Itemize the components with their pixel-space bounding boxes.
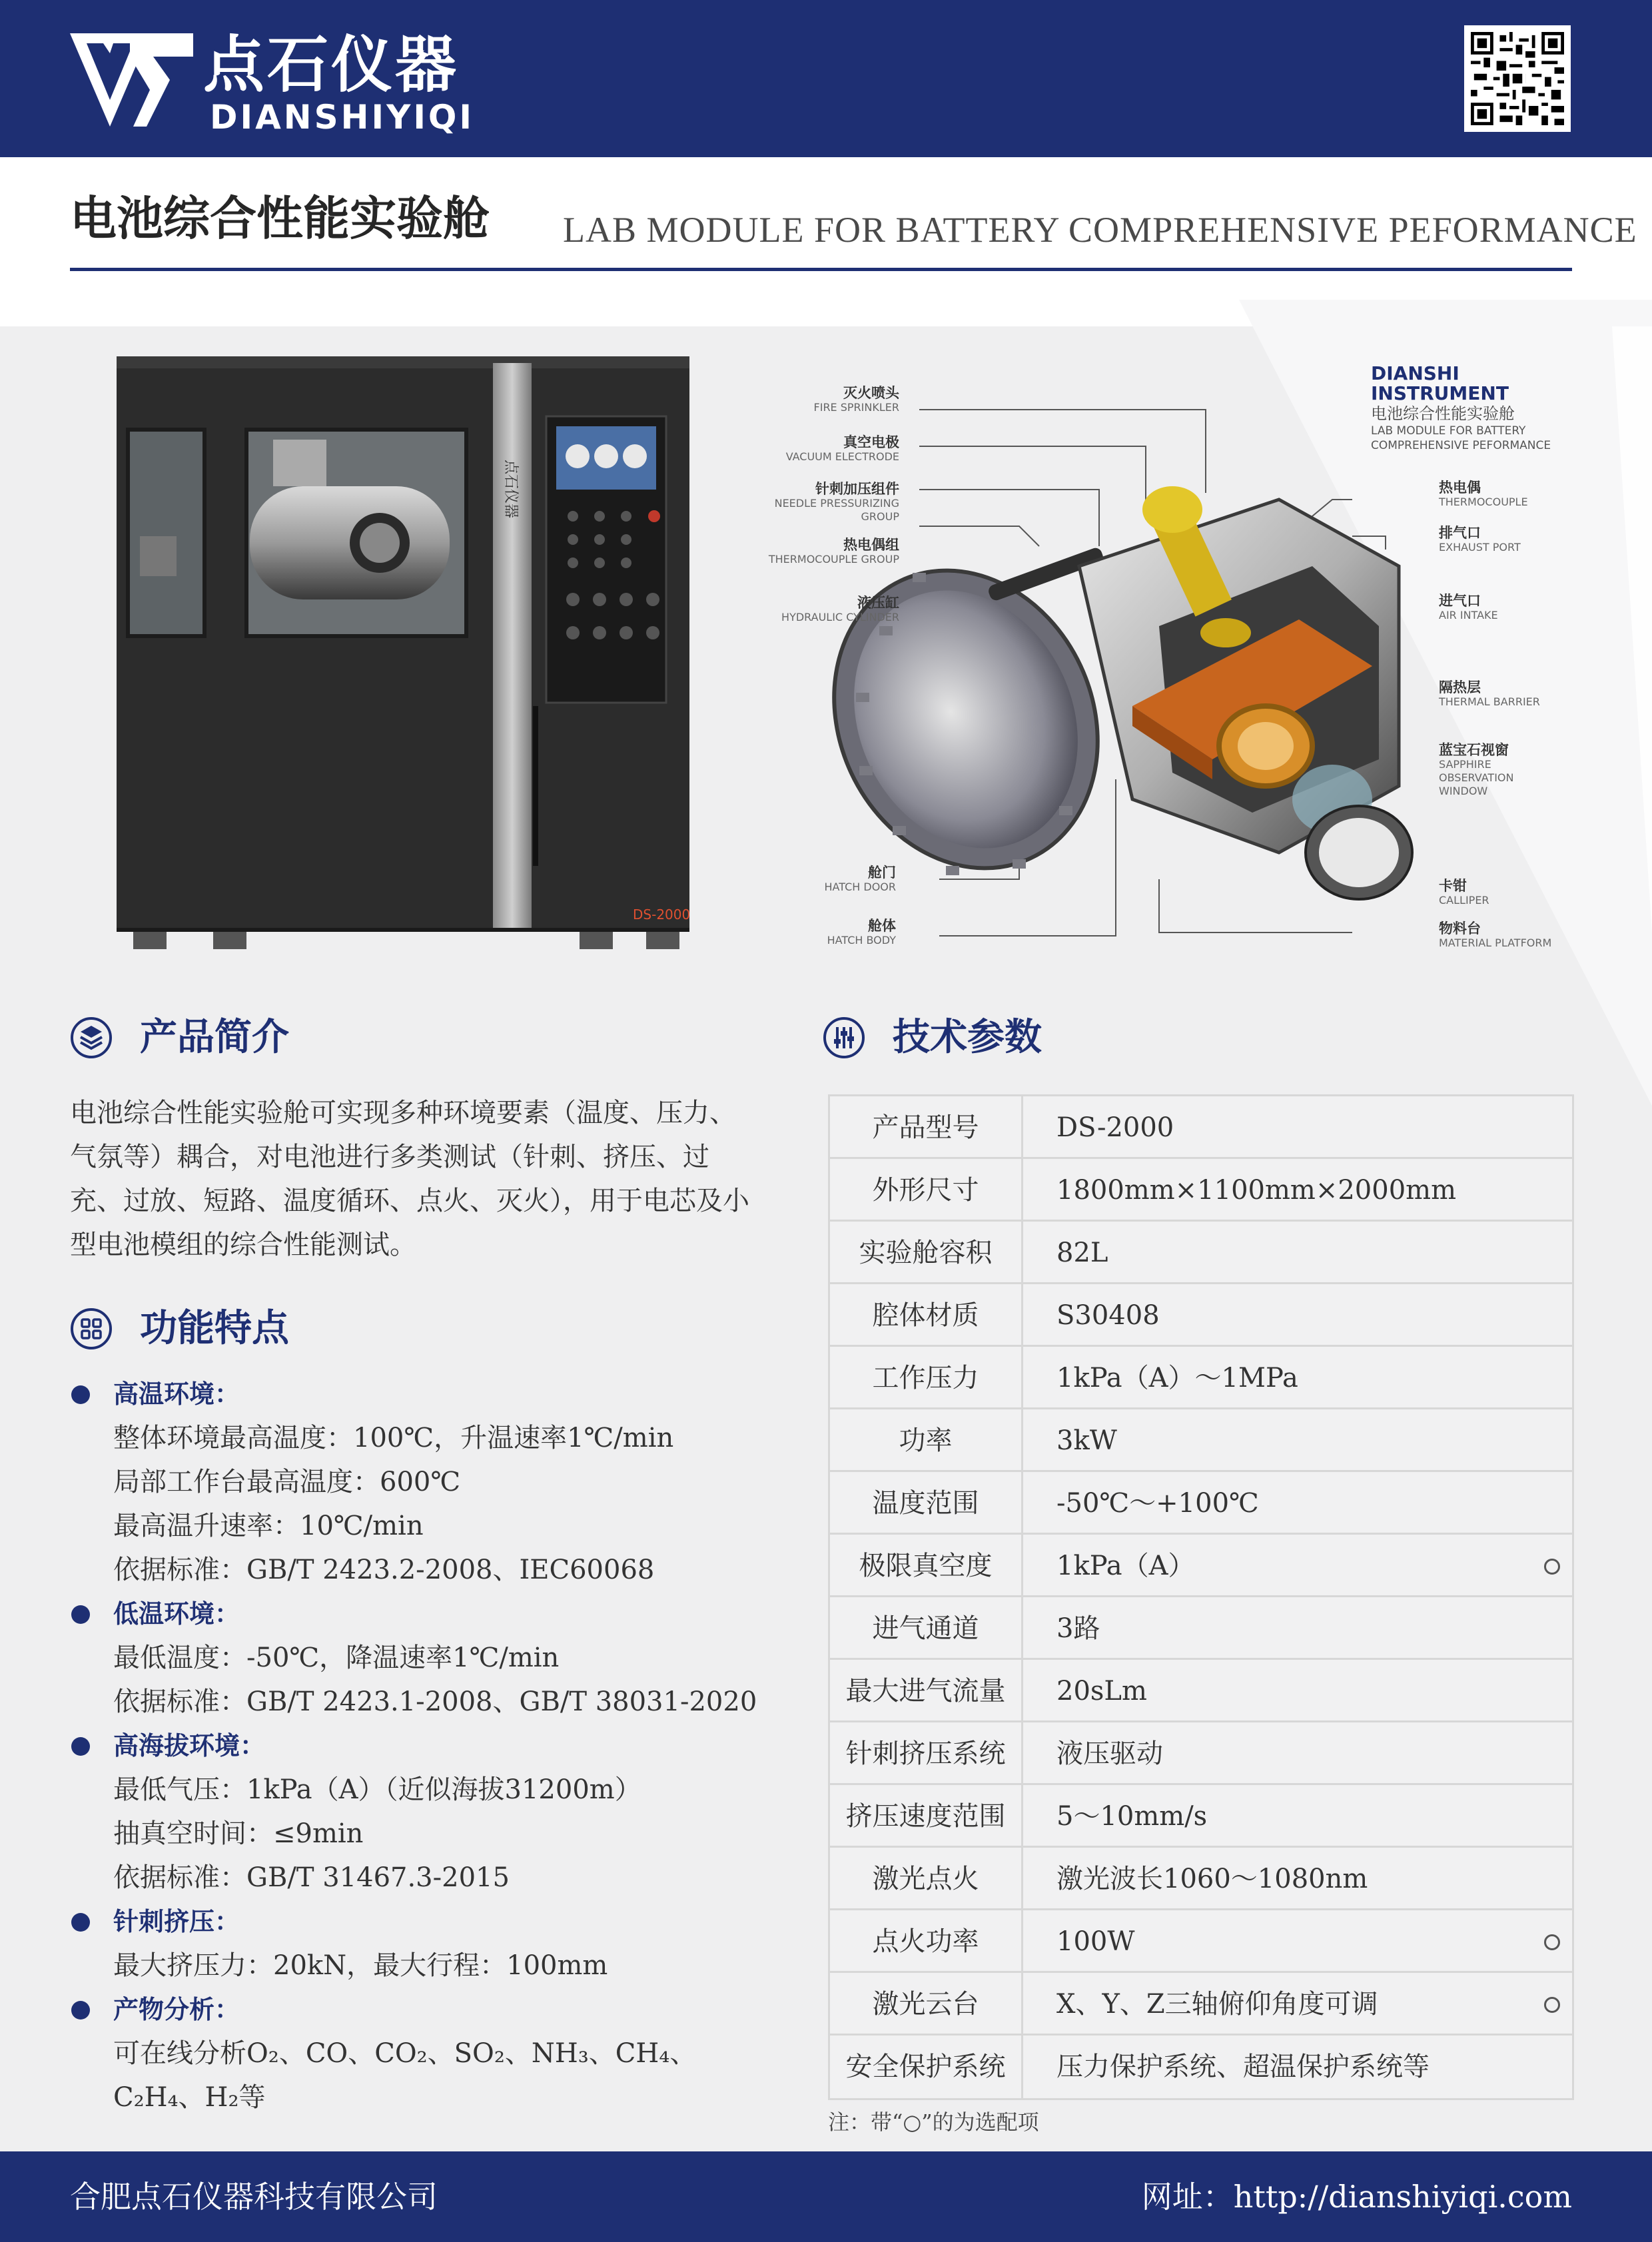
spec-key: 挤压速度范围 bbox=[830, 1785, 1023, 1846]
optional-circle-icon bbox=[1544, 1559, 1560, 1575]
spec-key: 针刺挤压系统 bbox=[830, 1722, 1023, 1783]
callout-thermocouple: 热电偶 THERMOCOUPLE bbox=[1439, 480, 1528, 508]
feature-high-temp bbox=[70, 1372, 816, 1592]
spec-row bbox=[830, 1284, 1572, 1347]
spec-value bbox=[1023, 1660, 1572, 1720]
spec-value-text: DS-2000 bbox=[1056, 1112, 1174, 1143]
spec-value-text: 液压驱动 bbox=[1056, 1738, 1163, 1769]
feature-low-temp bbox=[70, 1592, 816, 1724]
footer-web-label: 网址： bbox=[1141, 2179, 1234, 2215]
spec-row bbox=[830, 1910, 1572, 1973]
spec-key: 腔体材质 bbox=[830, 1284, 1023, 1345]
footer-company: 合肥点石仪器科技有限公司 bbox=[70, 2179, 438, 2215]
spec-value-text: -50℃～+100℃ bbox=[1056, 1488, 1259, 1519]
feature-line: C₂H₄、H₂等 bbox=[113, 2082, 266, 2113]
spec-value bbox=[1023, 1848, 1572, 1908]
spec-key: 激光点火 bbox=[830, 1848, 1023, 1908]
spec-value-text: 5～10mm/s bbox=[1056, 1801, 1208, 1832]
footer-web-url[interactable]: http://dianshiyiqi.com bbox=[1233, 2179, 1572, 2215]
spec-value bbox=[1023, 1284, 1572, 1345]
spec-row bbox=[830, 1472, 1572, 1535]
panel-brand-label: 点石仪器 bbox=[502, 460, 519, 519]
spec-value bbox=[1023, 1159, 1572, 1220]
feature-line: 最高温升速率：10℃/min bbox=[113, 1511, 424, 1541]
feature-line: 依据标准：GB/T 2423.2-2008、IEC60068 bbox=[113, 1555, 655, 1585]
spec-row bbox=[830, 1222, 1572, 1284]
spec-key: 点火功率 bbox=[830, 1910, 1023, 1971]
spec-note: 注：带“○”的为选配项 bbox=[828, 2109, 1039, 2135]
model-tag: DS-2000 bbox=[633, 907, 691, 923]
feature-line: 最低温度：-50℃，降温速率1℃/min bbox=[113, 1643, 560, 1673]
feature-line: 依据标准：GB/T 2423.1-2008、GB/T 38031-2020 bbox=[113, 1686, 757, 1717]
callout-fire-sprinkler: 灭火喷头 FIRE SPRINKLER bbox=[813, 385, 899, 414]
diagram-brand-en-2: INSTRUMENT bbox=[1371, 382, 1509, 404]
spec-row bbox=[830, 2036, 1572, 2098]
feature-line: 局部工作台最高温度：600℃ bbox=[113, 1467, 461, 1497]
feature-line: 最大挤压力：20kN，最大行程：100mm bbox=[113, 1950, 608, 1981]
spec-value bbox=[1023, 1973, 1572, 2034]
spec-key: 进气通道 bbox=[830, 1597, 1023, 1658]
brand-name-cn: 点石仪器 bbox=[203, 29, 460, 101]
section-features-heading bbox=[70, 1302, 470, 1355]
spec-row bbox=[830, 1409, 1572, 1472]
callout-hydraulic-cylinder: 液压缸 HYDRAULIC CYLINDER bbox=[781, 595, 899, 623]
callout-hatch-door: 舱门 HATCH DOOR bbox=[824, 865, 896, 893]
spec-row bbox=[830, 1785, 1572, 1848]
features-list bbox=[70, 1372, 816, 2119]
spec-key: 功率 bbox=[830, 1409, 1023, 1470]
spec-row bbox=[830, 1660, 1572, 1722]
section-specs-title: 技术参数 bbox=[893, 1016, 1042, 1059]
spec-key: 安全保护系统 bbox=[830, 2036, 1023, 2098]
diagram-brand-cn: 电池综合性能实验舱 bbox=[1371, 404, 1515, 423]
callout-thermal-barrier: 隔热层 THERMAL BARRIER bbox=[1439, 679, 1540, 708]
spec-key: 产品型号 bbox=[830, 1096, 1023, 1157]
spec-value bbox=[1023, 1785, 1572, 1846]
spec-value-text: 20sLm bbox=[1056, 1676, 1147, 1706]
grid-icon bbox=[70, 1308, 113, 1350]
spec-row bbox=[830, 1347, 1572, 1409]
sliders-icon bbox=[823, 1016, 865, 1059]
optional-circle-icon bbox=[1544, 1934, 1560, 1950]
spec-row bbox=[830, 1159, 1572, 1222]
spec-value bbox=[1023, 1222, 1572, 1282]
feature-needle-crush bbox=[70, 1900, 816, 1988]
intro-text: 电池综合性能实验舱可实现多种环境要素（温度、压力、气氛等）耦合，对电池进行多类测试（针刺、挤压、过充、过放、短路、温度循环、点火、灭火），用于电芯及小型电池模组的综合性能测试。 bbox=[70, 1098, 749, 1260]
spec-table bbox=[828, 1094, 1574, 2100]
spec-value bbox=[1023, 1535, 1572, 1595]
callout-exhaust-port: 排气口 EXHAUST PORT bbox=[1439, 525, 1521, 554]
section-intro-title: 产品简介 bbox=[140, 1016, 289, 1059]
callout-sapphire-window: 蓝宝石视窗 SAPPHIRE OBSERVATION WINDOW bbox=[1439, 742, 1514, 797]
spec-key: 外形尺寸 bbox=[830, 1159, 1023, 1220]
footer-band bbox=[0, 2151, 1652, 2242]
spec-row bbox=[830, 1535, 1572, 1597]
spec-key: 激光云台 bbox=[830, 1973, 1023, 2034]
spec-key: 实验舱容积 bbox=[830, 1222, 1023, 1282]
spec-value-text: 3路 bbox=[1056, 1613, 1100, 1644]
spec-value-text: 82L bbox=[1056, 1238, 1108, 1268]
spec-key: 极限真空度 bbox=[830, 1535, 1023, 1595]
spec-value bbox=[1023, 1472, 1572, 1533]
feature-title: 低温环境： bbox=[70, 1592, 816, 1636]
page-title-cn: 电池综合性能实验舱 bbox=[70, 191, 490, 246]
footer-website[interactable] bbox=[1142, 2175, 1572, 2218]
callout-needle-pressurizing: 针刺加压组件 NEEDLE PRESSURIZING GROUP bbox=[774, 481, 899, 523]
spec-value-text: 激光波长1060～1080nm bbox=[1056, 1864, 1368, 1894]
spec-value bbox=[1023, 1347, 1572, 1407]
spec-row bbox=[830, 1848, 1572, 1910]
spec-value-text: S30408 bbox=[1056, 1300, 1160, 1331]
spec-value bbox=[1023, 1096, 1572, 1157]
spec-key: 最大进气流量 bbox=[830, 1660, 1023, 1720]
section-features-title: 功能特点 bbox=[140, 1307, 289, 1350]
callout-vacuum-electrode: 真空电极 VACUUM ELECTRODE bbox=[785, 434, 899, 463]
feature-title: 高温环境： bbox=[70, 1372, 816, 1416]
spec-value-text: 压力保护系统、超温保护系统等 bbox=[1056, 2052, 1430, 2082]
spec-key: 工作压力 bbox=[830, 1347, 1023, 1407]
diagram-brand-sub-2: COMPREHENSIVE PEFORMANCE bbox=[1371, 439, 1551, 452]
optional-circle-icon bbox=[1544, 1997, 1560, 2013]
diagram-brand-block bbox=[1371, 364, 1584, 453]
spec-row bbox=[830, 1973, 1572, 2036]
feature-line: 依据标准：GB/T 31467.3-2015 bbox=[113, 1862, 510, 1893]
spec-value-text: 3kW bbox=[1056, 1425, 1117, 1456]
section-specs-heading bbox=[823, 1011, 1289, 1064]
callout-material-platform: 物料台 MATERIAL PLATFORM bbox=[1439, 921, 1552, 949]
spec-row bbox=[830, 1597, 1572, 1660]
callout-hatch-body: 舱体 HATCH BODY bbox=[827, 918, 896, 946]
brand-name-en: DIANSHIYIQI bbox=[210, 98, 475, 137]
spec-value bbox=[1023, 1910, 1572, 1971]
diagram-brand-sub-1: LAB MODULE FOR BATTERY bbox=[1371, 424, 1526, 438]
feature-line: 可在线分析O₂、CO、CO₂、SO₂、NH₃、CH₄、 bbox=[113, 2038, 697, 2069]
spec-value-text: 1800mm×1100mm×2000mm bbox=[1056, 1175, 1456, 1206]
diagram-brand-en-1: DIANSHI bbox=[1371, 362, 1459, 384]
section-intro-heading bbox=[70, 1011, 470, 1064]
feature-line: 整体环境最高温度：100℃，升温速率1℃/min bbox=[113, 1423, 674, 1453]
spec-value-text: 100W bbox=[1056, 1926, 1135, 1957]
spec-key: 温度范围 bbox=[830, 1472, 1023, 1533]
feature-line: 最低气压：1kPa（A）（近似海拔31200m） bbox=[113, 1774, 641, 1805]
spec-row bbox=[830, 1096, 1572, 1159]
feature-high-altitude bbox=[70, 1724, 816, 1900]
layers-icon bbox=[70, 1016, 113, 1059]
callout-air-intake: 进气口 AIR INTAKE bbox=[1439, 593, 1498, 621]
spec-value bbox=[1023, 1409, 1572, 1470]
spec-value-text: 1kPa（A）～1MPa bbox=[1056, 1363, 1298, 1393]
spec-value bbox=[1023, 2036, 1572, 2098]
feature-line: 抽真空时间：≤9min bbox=[113, 1818, 364, 1849]
callout-thermocouple-group: 热电偶组 THERMOCOUPLE GROUP bbox=[768, 537, 899, 565]
callout-calliper: 卡钳 CALLIPER bbox=[1439, 878, 1489, 907]
product-photo bbox=[113, 350, 699, 962]
spec-row bbox=[830, 1722, 1572, 1785]
spec-value bbox=[1023, 1722, 1572, 1783]
spec-value-text: 1kPa（A） bbox=[1056, 1551, 1195, 1581]
spec-value bbox=[1023, 1597, 1572, 1658]
page-title-en: LAB MODULE FOR BATTERY COMPREHENSIVE PEFORMANCE bbox=[563, 210, 1637, 250]
feature-product-analysis bbox=[70, 1988, 816, 2119]
feature-title: 针刺挤压： bbox=[70, 1900, 816, 1944]
feature-title: 产物分析： bbox=[70, 1988, 816, 2032]
spec-value-text: X、Y、Z三轴俯仰角度可调 bbox=[1056, 1989, 1378, 2020]
feature-title: 高海拔环境： bbox=[70, 1724, 816, 1768]
